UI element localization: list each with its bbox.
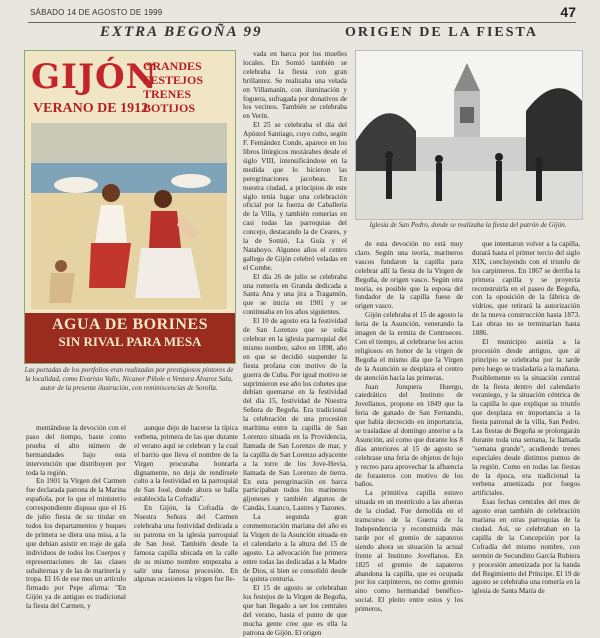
poster-caption: Las portadas de los portfolios eran realizadas por prestigiosos pintores de la localidad, como Evaristo Valle, Nicanor Piñole o Ventura Álvarez Sala, autor de la presente ilustración, con reminiscencias de Sorolla. [24, 366, 234, 392]
page-number: 47 [560, 4, 576, 20]
poster-brand-line1: AGUA DE BORINES [52, 316, 208, 333]
text-column-4 [26, 424, 126, 611]
paragraph: En 1901 la Virgen del Carmen fue declarada patrona de la Marina española, por lo que el ministerio correspondiente dispuso que el 16 de julio fiesta de su titular en todos los departamentos y buques de primera se diera una misa, a la que debían asistir en traje de gala individuos de todos los Cuerpos y representaciones de las clases subalternas y de las de marinería y tropa. El 16 de ese mes un artículo firmado por Pepe afirma: "En Gijón ya de antiguo es tradicional la fiesta del Carmen, y [26, 477, 126, 611]
paragraph: El día 26 de julio se celebraba una romería en Granda dedicada a Santa Ana y una jira a Tragamón, que se inicia en 1901 y se continuaba en los años siguientes. [243, 272, 347, 317]
poster-brand-band [25, 313, 235, 363]
poster-city: GIJÓN [31, 57, 158, 97]
text-column-3 [472, 240, 580, 596]
paragraph: Esas fechas centrales del mes de agosto eran también de celebración mariana en otras parroquias de la ciudad. Así, se celebraban en la capilla de la Concepción por la Cofradía del mismo nombre, con sermón de Secundino García Rubiera y procesión amenizada por la banda del Regimiento del Príncipe. El 19 de agosto se celebraba una romería en la iglesia de Santa María de [472, 498, 580, 596]
church-photo [355, 50, 583, 220]
paragraph: Juan Junquera Huergo, catedrático del Instituto de Jovellanos, propone en 1849 que la feria de ganado de San Fernando, que había decrecido en importancia, se trasladase al domingo anterior a la Asunción, así como que durante los 8 días anteriores al 15 de agosto se celebrase una feria de objetos de lujo y recreo para aprovechar la afluencia de forasteros con motivo de los baños. [355, 382, 463, 489]
paragraph: El municipio asistía a la procesión desde antiguo, que al principio se celebraba por la tarde pero luego se trasladaría a la mañana. Posiblemente es la situación central de la fiesta dentro del calendario veraniego, y la situación céntrica de la capilla lo que explique su triunfo que desplaza en importancia a la fiesta patronal de la villa, San Pedro. Las fiestas de Begoña se prolongarán durante toda una semana, la llamada "semana grande", acudiendo trenes especiales desde distintos puntos de la región. Como en todas las fiestas de la época, era tradicional la verbena amenizada por fuegos artificiales. [472, 337, 580, 498]
poster-brand-line2: SIN RIVAL PARA MESA [58, 334, 202, 349]
poster-beach-scene [31, 123, 227, 309]
section-title: EXTRA BEGOÑA 99 [100, 24, 263, 40]
paragraph: aunque dejo de hacerse la típica verbena, primera de las que durante el verano aquí se celebran y la cual el barrio que lleva el nombre de la Virgen procuraba honrarla dignamente, no deja de rendírsele culto a la festividad en la parroquial de San José, donde ahora se halla establecida la Cofradía". [134, 424, 238, 504]
paragraph: La primitiva capilla estuvo situada en un montículo a las afueras de la ciudad. Fue demolida en el transcurso de la Guerra de la Independencia y reconstruida más tarde por el gremio de zapateros siendo ahora su situación la actual frente al Instituto Jovellanos. En 1825 el gremio de zapateros abandona la capilla, que es ocupada por los carpinteros, no como gremio sino como hermandad benéfico-social. El pleito entre estos y los primeros, [355, 489, 463, 614]
poster-illustration [24, 50, 236, 364]
paragraph: La segunda gran conmemoración mariana del año es la Virgen de la Asunción situada en el calendario a la altura del 15 de agosto. La advocación fue primera entre todas las dedicadas a la Madre de Dios, si bien se consolidó desde la quinta centuria. [243, 513, 347, 584]
section-subtitle: ORIGEN DE LA FIESTA [345, 25, 538, 40]
paragraph: de esta devoción no está muy claro. Según una teoría, marineros vascos fundaron la capilla para celebrar allí la fiesta de la Virgen de Begoña, de origen vasco. Según otra teoría, es posible que la esposa del fundador de la capilla fuese de origen vasco. [355, 240, 463, 311]
paragraph: Gijón celebraba el 15 de agosto la feria de la Asunción, venerando la imagen de la ermita de Contrueces. Con el tiempo, al celebrarse los actos religiosos en honor de la virgen de Begoña el mismo día que la Virgen de la Asunción se desplaza el centro de atención hacia las primeras. [355, 311, 463, 382]
paragraph: mentándose la devoción con el paso del tiempo, baste como prueba el alto número de hermandades bajo esta intervención que distribuyen por toda la región. [26, 424, 126, 477]
header-rule [28, 22, 576, 23]
paragraph: El 25 se celebraba el día del Apóstol Santiago, cuyo culto, según F. Fernández Conde, aparece en los libros litúrgicos mozárabes desde el siglo VIII, intensificándose en la medida que lo hicieron las peregrinaciones jacobeas. En nuestra ciudad, a principios de este siglo tenía lugar una celebración oficial por la fuerza de Caballería de la Villa, y también romerías en casi todas las parroquias del concejo, destacando la de Ceares, y la de Somió, La Guía y el Natahoyo. Algunos años el centro gallego de Gijón celebró veladas en el Combe. [243, 121, 347, 272]
paragraph: El 10 de agosto era la festividad de San Lorenzo que se solía celebrar en la iglesia parroquial del mismo nombre, salvo en 1898, año en que se decidió suspender la fiesta profana con motivo de la guerra de Cuba. Por igual motivo se suprimieron ese año los cohetes que debían quemarse en la festividad del día 15, festividad de Nuestra Señora de Begoña. Era tradicional la celebración de una procesión marítima entre la capilla de San Lorenzo situada en la Providencia, llamada de San Lorenzo de mar, y la capilla de San Lorenzo adyacente a la torre de los Jove-Hevia, llamada de San Lorenzo de tierra. En esta peregrinación en barca participaban todos los marineros gijoneses y también algunos de Candás, Luanco, Lastres y Tazones. [243, 317, 347, 513]
paragraph: que intentaron volver a la capilla, durará hasta el primer tercio del siglo XIX, concluyendo con el triunfo de los carpinteros. En 1867 se derriba la primera capilla y se proyecta reconstruirla en el paseo de Begoña, con la oposición de la fábrica de vidrios, que retirará la autorización de la nueva construcción hasta 1873. Las obras no se terminarían hasta 1886. [472, 240, 580, 338]
poster-festivities: GRANDES FESTEJOS TRENES BOTIJOS [143, 59, 204, 115]
photo-caption: Iglesia de San Pedro, donde se realizaba la fiesta del patrón de Gijón. [369, 221, 567, 229]
paragraph: El 15 de agosto se celebraban los festejos de la Virgen de Begoña, que han llegado a ser los centrales del verano, hasta el punto de que mucha gente cree que es ella la patrona de Gijón. El origen [243, 584, 347, 637]
paragraph: vada en barca por los muelles locales. En Somió también se celebraba la fiesta con gran brillantez. Se realizaba una velada en Villamanín, con iluminación y foguera, sufragada por donativos de los vecinos. También se celebraba en Verín. [243, 50, 347, 121]
church-illustration [356, 51, 582, 219]
poster-summer: VERANO DE 1912 [33, 101, 149, 116]
paragraph: En Gijón, la Cofradía de Nuestra Señora del Carmen celebraba una festividad dedicada a su patrona en la iglesia parroquial de San José. También desde la famosa capilla ubicada en la calle de su mismo nombre empezaba a salir una famosa procesión. En algunas ocasiones la virgen fue lle- [134, 504, 238, 584]
text-column-1 [243, 50, 347, 637]
issue-date: SÁBADO 14 DE AGOSTO DE 1999 [30, 8, 163, 17]
text-column-2 [355, 240, 463, 614]
text-column-5 [134, 424, 238, 592]
